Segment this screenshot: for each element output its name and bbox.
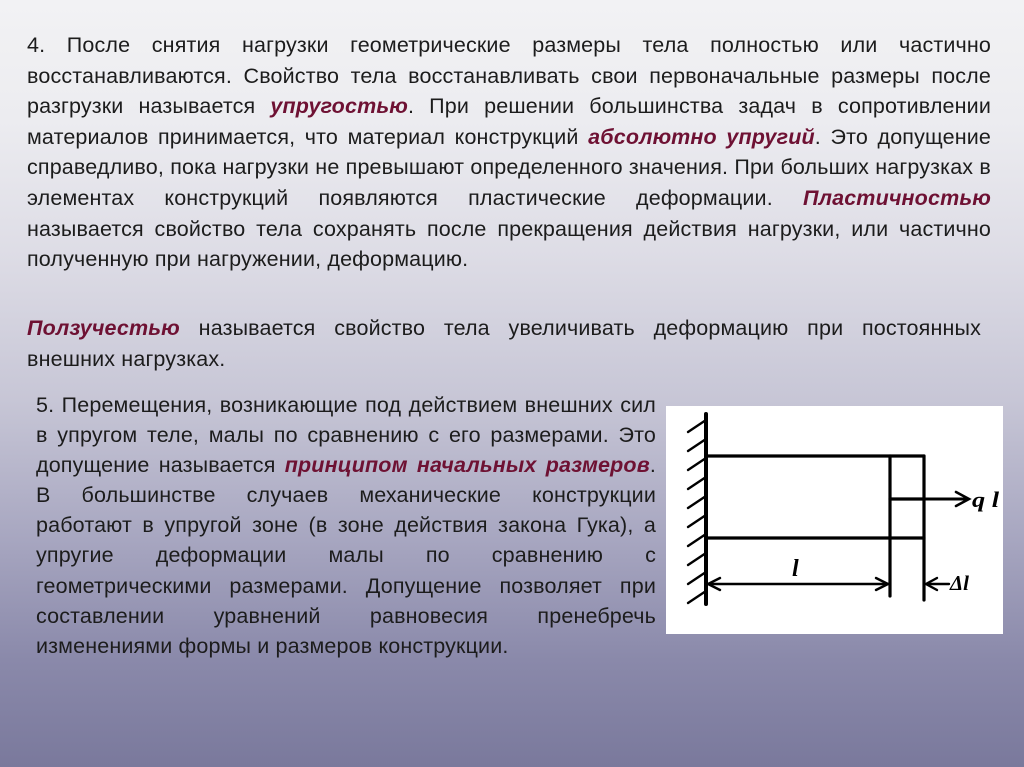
section-5-text-a: 5. Перемещения, возникающие под действием внешних сил в упругом теле, малы по сравнению с его размерами. Это допущение называется bbox=[36, 393, 656, 478]
tension-bar-diagram bbox=[666, 406, 1003, 634]
section-4-text-b: . При решении большинства задач в сопротивлении материалов принимается, что материал конструкций bbox=[27, 94, 991, 149]
section-5-text-b: . В большинстве случаев механические конструкции работают в упругой зоне (в зоне действия закона Гука), а упругие деформации малы по сравнению с геометрическими размерами. Допущение позволяет при составлении уравнений равновесия пренебречь изменениями формы и размеров конструкции. bbox=[36, 453, 656, 658]
creep-paragraph bbox=[27, 313, 981, 374]
section-4-text-d: называется свойство тела сохранять после прекращения действия нагрузки, или частично полученную при нагружении, деформацию. bbox=[27, 216, 991, 272]
term-creep: Ползучестью bbox=[27, 316, 180, 340]
section-5-paragraph bbox=[36, 390, 656, 661]
term-plasticity: Пластичностью bbox=[802, 185, 991, 210]
diagram-canvas bbox=[666, 406, 1003, 634]
force-label: q l bbox=[972, 487, 1001, 512]
section-4-text-c: . Это допущение справедливо, пока нагрузки не превышают определенного значения. При больших нагрузках в элементах конструкций появляются пластические деформации. bbox=[27, 124, 991, 210]
term-absolute-elastic: абсолютно упругий bbox=[588, 124, 815, 149]
elongation-label: Δl bbox=[950, 571, 970, 595]
section-4-text-a: 4. После снятия нагрузки геометрические размеры тела полностью или частично восстанавливаются. Свойство тела восстанавливать свои первоначальные размеры после разгрузки называется bbox=[27, 33, 991, 119]
wall-hatching bbox=[688, 420, 706, 603]
section-4-paragraph bbox=[27, 30, 991, 275]
term-initial-dimensions-principle: принципом начальных размеров bbox=[284, 453, 650, 478]
term-elasticity: упругостью bbox=[270, 94, 408, 119]
length-label: l bbox=[792, 556, 799, 582]
creep-text: называется свойство тела увеличивать деформацию при постоянных внешних нагрузках. bbox=[27, 316, 981, 371]
bar-outline bbox=[706, 456, 924, 600]
